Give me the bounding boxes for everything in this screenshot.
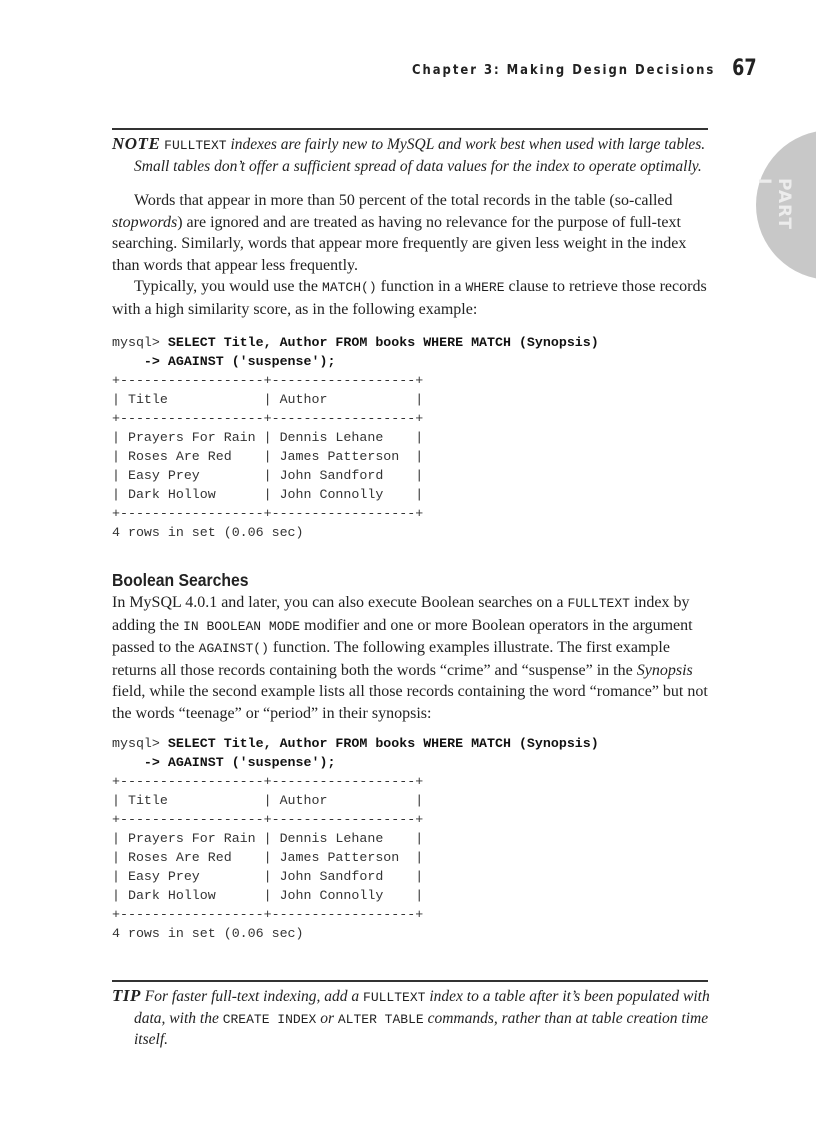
running-header	[412, 58, 757, 84]
code-output-1: +------------------+------------------+ | Title | Author | +------------------+------------------+ | Prayers For Rain | Dennis Lehane | | Roses Are Red | James Patterson | | Easy Prey | John Sandford | | Dark Hollow | John Connolly | +------------------+------------------+ 4 rows in set (0.06 sec)	[112, 373, 424, 540]
inline-code: FULLTEXT	[363, 990, 426, 1005]
inline-code: MATCH()	[322, 280, 377, 295]
part-tab-label: PART I	[754, 178, 794, 230]
code-prompt: mysql>	[112, 335, 168, 350]
inline-code: WHERE	[465, 280, 505, 295]
inline-code: ALTER TABLE	[337, 1011, 424, 1027]
chapter-title: Chapter 3: Making Design Decisions	[412, 62, 716, 78]
note-label: NOTE	[112, 134, 161, 153]
inline-code: CREATE INDEX	[222, 1011, 317, 1027]
tip-top-rule	[112, 980, 708, 982]
inline-code: AGAINST()	[198, 641, 269, 656]
code-query-2	[112, 734, 712, 772]
code-query-line1: SELECT Title, Author FROM books WHERE MATCH (Synopsis)	[167, 335, 599, 350]
code-query-1	[112, 333, 712, 371]
tip-box: TIP For faster full-text indexing, add a FULLTEXT index to a table after it’s been populated with data, with the CREATE INDEX or ALTER TABLE commands, rather than at table creation time itself.	[112, 986, 710, 1048]
paragraph-match: Typically, you would use the MATCH() function in a WHERE clause to retrieve those records with a high similarity score, as in the following example:	[112, 278, 707, 318]
note-code: FULLTEXT	[164, 138, 227, 153]
note-text-line2: Small tables don’t offer a sufficient spread of data values for the index to operate optimally.	[134, 157, 702, 175]
inline-code: IN BOOLEAN MODE	[183, 618, 301, 634]
code-prompt: mysql>	[112, 736, 168, 751]
page-number: 67	[732, 56, 757, 81]
italic-term: stopwords	[112, 213, 178, 231]
italic-term: Synopsis	[636, 661, 693, 679]
note-box	[112, 134, 712, 177]
note-top-rule	[112, 128, 708, 130]
inline-code: FULLTEXT	[567, 596, 630, 611]
code-query-line2: -> AGAINST ('suspense');	[112, 755, 336, 770]
paragraph-boolean: In MySQL 4.0.1 and later, you can also execute Boolean searches on a FULLTEXT index by adding the IN BOOLEAN MODE modifier and one or more Boolean operators in the argument passed to the AGAINST() function. The following examples illustrate. The first example returns all those records containing both the words “crime” and “suspense” in the Synopsis field, while the second example lists all those records containing the word “romance” but not the words “teenage” or “period” in their synopsis:	[112, 594, 708, 722]
body-text-2	[112, 592, 712, 724]
code-query-line1: SELECT Title, Author FROM books WHERE MATCH (Synopsis)	[167, 736, 599, 751]
section-heading: Boolean Searches	[112, 570, 249, 590]
paragraph-stopwords: Words that appear in more than 50 percent of the total records in the table (so-called stopwords) are ignored and are treated as having no relevance for the purpose of full-text searching. Similarly, words that appear more frequently are given less weight in the index than words that appear less frequently.	[112, 192, 687, 274]
note-text-line1: indexes are fairly new to MySQL and work best when used with large tables.	[226, 136, 706, 153]
code-query-line2: -> AGAINST ('suspense');	[112, 354, 336, 369]
body-text-1	[112, 190, 712, 320]
code-output-2: +------------------+------------------+ | Title | Author | +------------------+------------------+ | Prayers For Rain | Dennis Lehane | | Roses Are Red | James Patterson | | Easy Prey | John Sandford | | Dark Hollow | John Connolly | +------------------+------------------+ 4 rows in set (0.06 sec)	[112, 774, 424, 941]
tip-label: TIP	[112, 986, 141, 1005]
